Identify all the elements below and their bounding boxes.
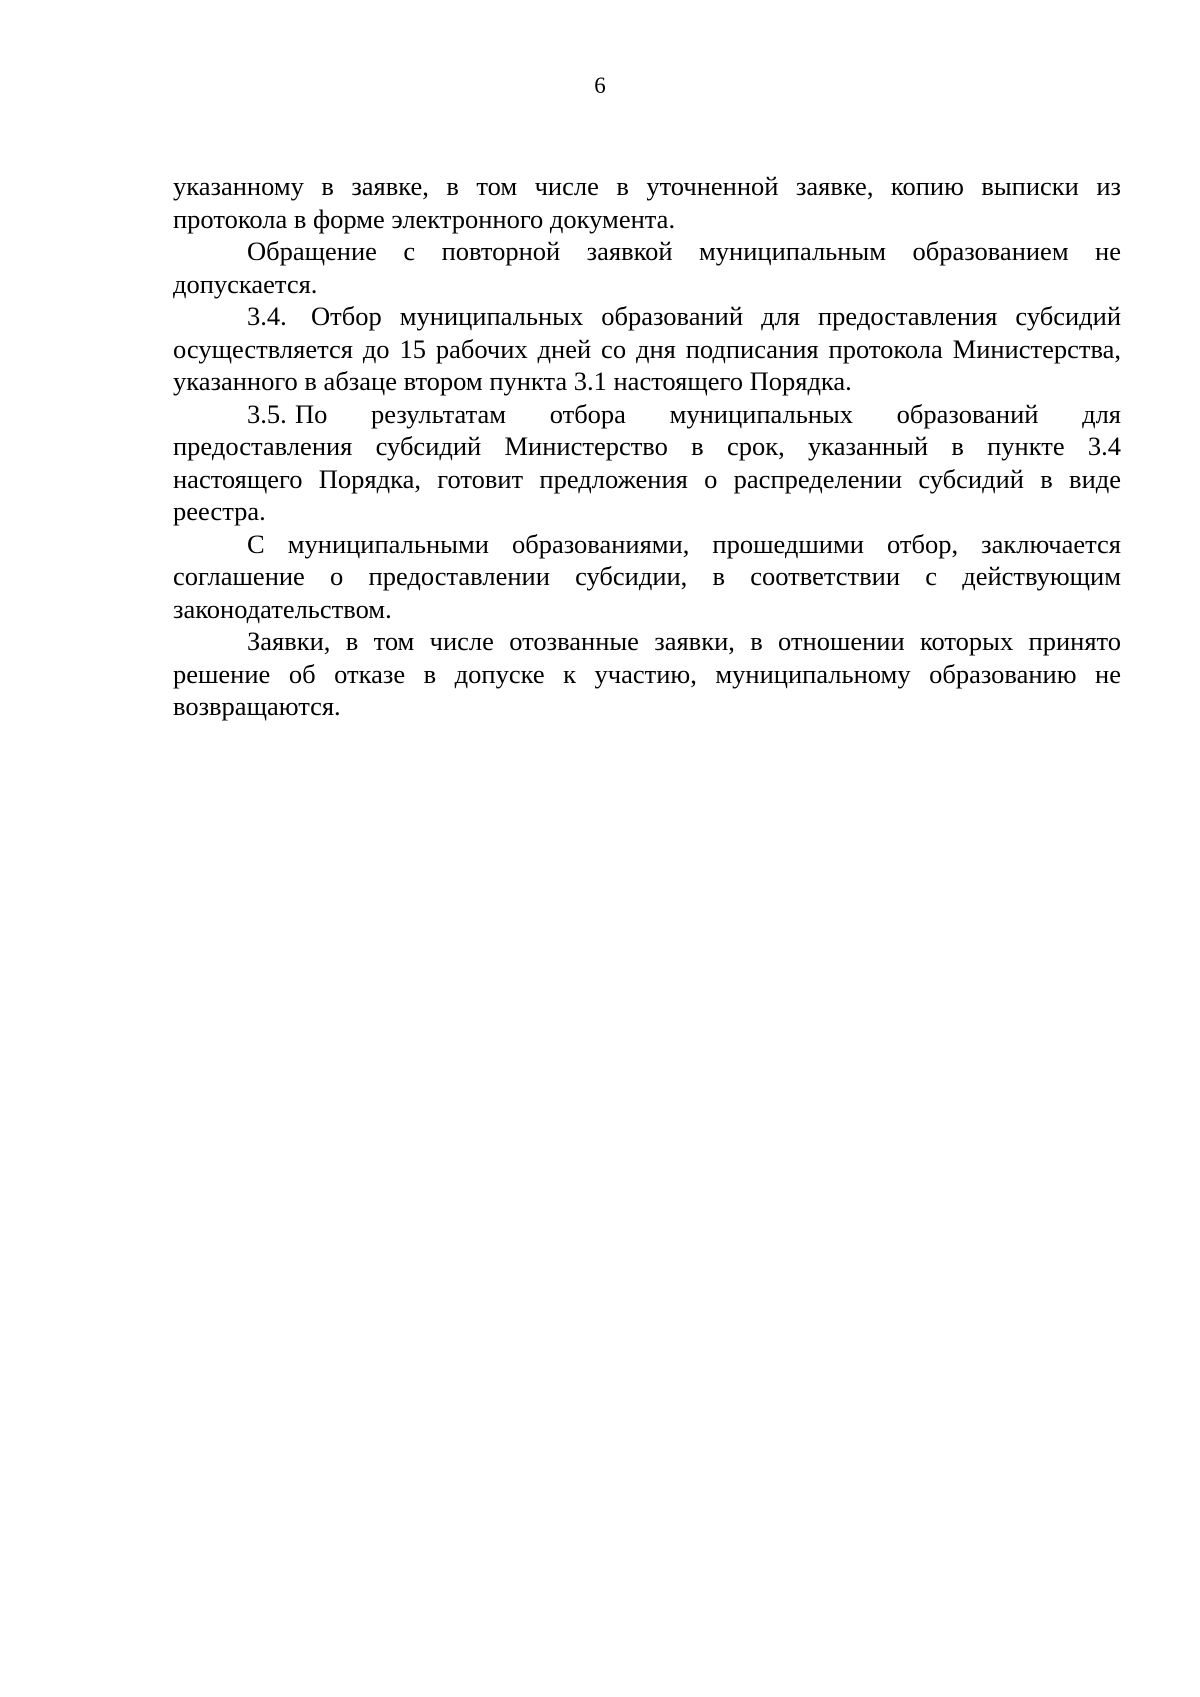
paragraph-repeat-application [173,235,1121,300]
clause-3-5 [173,398,1121,528]
clause-number: 3.5. [247,398,287,429]
paragraph-applications-not-returned [173,625,1121,723]
paragraph-text: С муниципальными образованиями, прошедшими отбор, заключается соглашение о предоставлении субсидии, в соответствии с действующим законодательством. [173,528,1121,624]
paragraph-text: Обращение с повторной заявкой муниципальным образованием не допускается. [173,236,1121,299]
document-body [173,170,1121,723]
paragraph-continuation [173,170,1121,235]
paragraph-text: Заявки, в том числе отозванные заявки, в отношении которых принято решение об отказе в допуске к участию, муниципальному образованию не возвращаются. [173,626,1121,721]
paragraph-text: По результатам отбора муниципальных образований для предоставления субсидий Министерство в срок, указанный в пункте 3.4 настоящего Порядка, готовит предложения о распределении субсидий в виде реестра. [173,398,1121,526]
clause-3-4 [173,300,1121,398]
paragraph-agreement [173,528,1121,626]
clause-number: 3.4. [247,301,287,331]
paragraph-text: указанному в заявке, в том числе в уточненной заявке, копию выписки из протокола в форме электронного документа. [173,171,1121,234]
page-number: 6 [594,73,606,98]
paragraph-text: Отбор муниципальных образований для предоставления субсидий осуществляется до 15 рабочих дней со дня подписания протокола Министерства, указанного в абзаце втором пункта 3.1 настоящего Порядка. [173,301,1121,396]
